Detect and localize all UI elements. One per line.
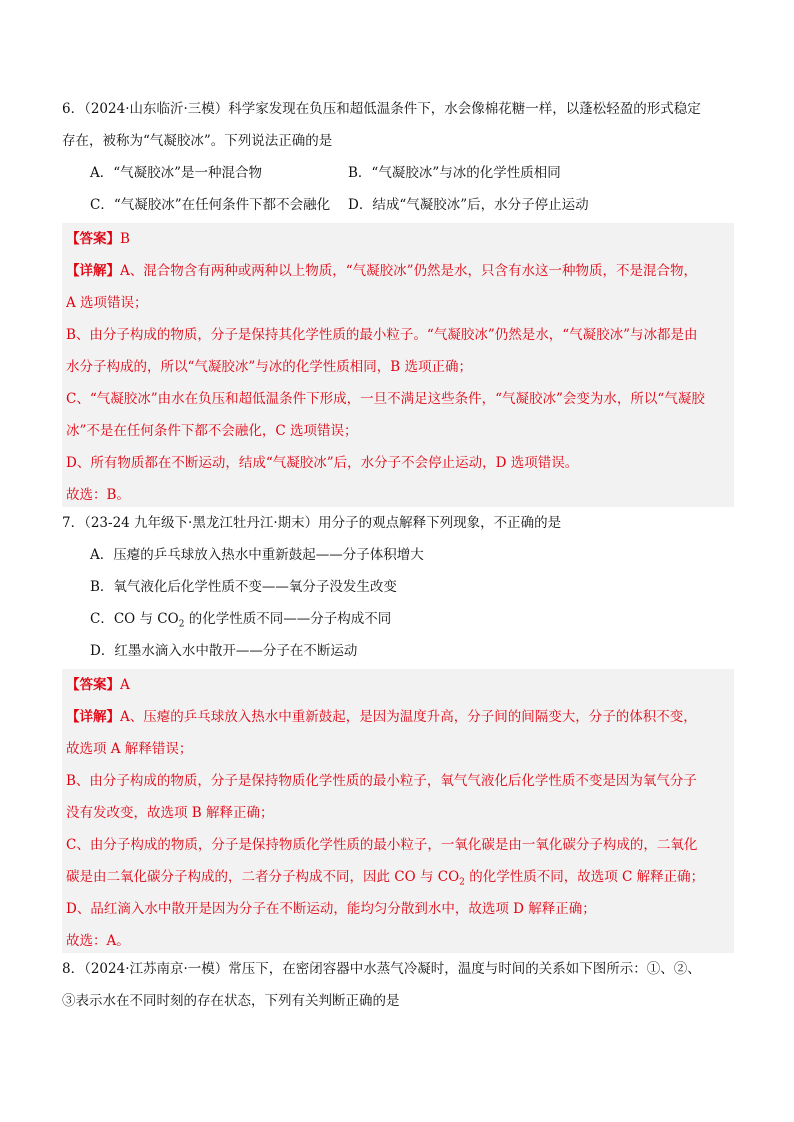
q7-answer-line: [66, 669, 730, 701]
q7-detail-line-3: B、由分子构成的物质，分子是保持物质化学性质的最小粒子，氧气气液化后化学性质不变是因为氧气分子: [66, 773, 697, 789]
q6-detail-line-7: D、所有物质都在不断运动，结成“气凝胶冰”后，水分子不会停止运动，D 选项错误。: [66, 455, 579, 471]
q7-answer-label: 【答案】: [66, 677, 120, 693]
q6-detail-line-6: 冰”不是在任何条件下都不会融化，C 选项错误；: [66, 423, 358, 439]
q7-stem: 7．（23-24 九年级下·黑龙江牡丹江·期末）用分子的观点解释下列现象，不正确的是: [62, 515, 562, 531]
q6-detail-label: 【详解】: [66, 263, 120, 279]
q7-option-c: [62, 603, 734, 635]
q7-detail-line-4: 没有发改变，故选项 B 解释正确；: [66, 805, 274, 821]
q7-detail-6-sub: 2: [459, 877, 465, 888]
q7-detail-6-post: 的化学性质不同，故选项 C 解释正确；: [464, 869, 705, 885]
q7-option-c-pre: C．CO 与 CO: [90, 611, 179, 627]
q6-stem-line-2: 存在，被称为“气凝胶冰”。下列说法正确的是: [62, 133, 333, 149]
q6-conclusion: 故选：B。: [66, 487, 130, 503]
q6-option-a: A．“气凝胶冰”是一种混合物: [90, 165, 263, 181]
q7-detail-line-7: D、品红滴入水中散开是因为分子在不断运动，能均匀分散到水中，故选项 D 解释正确；: [66, 901, 596, 917]
q7-conclusion: 故选：A。: [66, 933, 130, 949]
q6-answer-label: 【答案】: [66, 231, 120, 247]
q7-detail-line-1: [66, 701, 730, 733]
q6-detail-line-2: A 选项错误；: [66, 295, 148, 311]
q7-option-b: B．氧气液化后化学性质不变——氧分子没发生改变: [90, 579, 397, 595]
q6-answer-value: B: [120, 231, 130, 247]
q7-detail-line-2: 故选项 A 解释错误；: [66, 741, 193, 757]
q6-detail-line-5: C、“气凝胶冰”由水在负压和超低温条件下形成，一旦不满足这些条件，“气凝胶冰”会变为水，所以“气凝胶: [66, 391, 705, 407]
question-7: [62, 507, 734, 667]
q6-detail-text-1: A、混合物含有两种或两种以上物质，“气凝胶冰”仍然是水，只含有水这一种物质，不是混合物，: [120, 263, 698, 279]
q7-detail-label: 【详解】: [66, 709, 120, 725]
question-6: [62, 93, 734, 221]
q7-option-c-post: 的化学性质不同——分子构成不同: [184, 611, 392, 627]
q7-detail-line-5: C、由分子构成的物质，分子是保持物质化学性质的最小粒子，一氧化碳是由一氧化碳分子构成的，二氧化: [66, 837, 698, 853]
q7-option-a: A．压瘪的乒乓球放入热水中重新鼓起——分子体积增大: [90, 547, 424, 563]
q6-stem-line-1: 6．（2024·山东临沂·三模）科学家发现在负压和超低温条件下，水会像棉花糖一样，以蓬松轻盈的形式稳定: [62, 101, 701, 117]
q7-answer-value: A: [120, 677, 130, 693]
q7-detail-text-1: A、压瘪的乒乓球放入热水中重新鼓起，是因为温度升高，分子间的间隔变大，分子的体积不变，: [120, 709, 697, 725]
q6-option-d: D．结成“气凝胶冰”后，水分子停止运动: [348, 197, 589, 213]
q7-detail-6-pre: 碳是由二氧化碳分子构成的，二者分子构成不同，因此 CO 与 CO: [66, 869, 460, 885]
q7-option-d: D．红墨水滴入水中散开——分子在不断运动: [90, 643, 358, 659]
q6-detail-line-4: 水分子构成的，所以“气凝胶冰”与冰的化学性质相同，B 选项正确；: [66, 359, 473, 375]
q6-answer-line: [66, 223, 730, 255]
q6-answer-block: [62, 223, 734, 507]
q6-options-row-1: [62, 157, 734, 189]
q6-options-row-2: [62, 189, 734, 221]
q8-stem-line-1: 8．（2024·江苏南京·一模）常压下，在密闭容器中水蒸气冷凝时，温度与时间的关系如下图所示：①、②、: [62, 961, 701, 977]
q7-detail-line-6: [66, 861, 730, 893]
q8-stem-line-2: ③表示水在不同时刻的存在状态，下列有关判断正确的是: [62, 993, 400, 1009]
question-8: [62, 953, 734, 1017]
q6-option-c: C．“气凝胶冰”在任何条件下都不会融化: [90, 197, 331, 213]
q6-option-b: B．“气凝胶冰”与冰的化学性质相同: [348, 165, 561, 181]
q7-answer-block: [62, 669, 734, 953]
q6-detail-line-1: [66, 255, 730, 287]
q7-option-c-sub: 2: [178, 619, 185, 630]
q6-detail-line-3: B、由分子构成的物质，分子是保持其化学性质的最小粒子。“气凝胶冰”仍然是水，“气凝胶冰”与冰都是由: [66, 327, 698, 343]
